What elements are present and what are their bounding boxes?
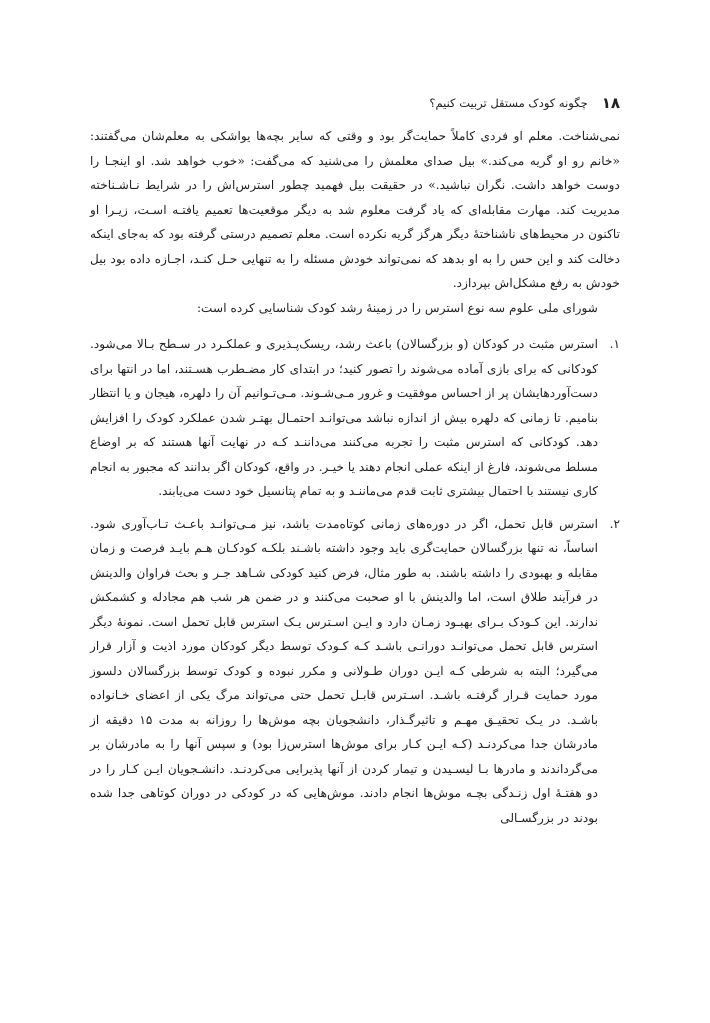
body-text [90, 124, 620, 838]
list-number: ۲. [609, 516, 620, 531]
list-item-text: استرس مثبت در کودکان (و بزرگسالان) باعث رشد، ریسک‌پـذیری و عملکـرد در سـطح بـالا می‌شود. کودکانی که برای بازی آماده می‌شوند را تصور کنید؛ در ابتدای کار مضـطرب هسـتند، اما در انتها برای دست‌آوردهایشان پر از احساس موفقیت و غرور مـی‌شـوند. مـی‌تـوانیم آن را دلهره، هیجان و یا انتظار بنامیم. تا زمانی که دلهره بیش از اندازه نباشد می‌توانـد احتمـال بهتـر شدن عملکرد کودک را افزایش دهد. کودکانی که استرس مثبت را تجربه می‌کنند می‌داننـد کـه در نهایت آنها هستند که بر اوضاع مسلط می‌شوند، فارغ از اینکه عملی انجام دهند یا خیـر. در واقع، کودکان اگر بدانند که مجبور به انجام کاری نیستند با احتمال بیشتری ثابت قدم می‌ماننـد و به تمام پتانسیل خود دست می‌یابند. [90, 337, 598, 498]
page-number: ۱۸ [601, 94, 620, 112]
list-item [90, 512, 620, 831]
stress-types-list [90, 332, 620, 830]
list-item-text: استرس قابل تحمل، اگر در دوره‌های زمانی کوتاه‌مدت باشد، نیز مـی‌توانـد باعـث تـاب‌آوری شود. اساساً، نه تنها بزرگسالان حمایت‌گری باید وجود داشته باشـند بلکـه کودکـان هـم بایـد فرصت و زمان مقابله و بهبودی را داشته باشند. به طور مثال، فرض کنید کودکی شـاهد جـر و بحث فراوان والدینش در فرآیند طلاق است، اما والدینش با او صحبت می‌کنند و در ضمن هر شب هم مجادله و کشمکش ندارند. این کـودک بـرای بهبـود زمـان دارد و ایـن اسـترس یـک استرس قابل تحمل است. نمونهٔ دیگر استرس قابل تحمل می‌توانـد دورانـی باشـد کـه کـودک توسط دیگر کودکان مورد اذیت و آزار قرار می‌گیرد؛ البته به شرطی کـه ایـن دوران طـولانی و مکرر نبوده و کودک توسط بزرگسالان دلسوز مورد حمایت قـرار گرفتـه باشـد. اسـترس قابـل تحمل حتی می‌تواند مرگ یکی از اعضای خـانواده باشـد. در یـک تحقیـق مهـم و تاثیرگـذار، دانشجویان بچه موش‌ها را روزانه به مدت ۱۵ دقیقه از مادرشان جدا می‌کردنـد (کـه ایـن کـار برای موش‌ها استرس‌زا بود) و سپس آنها را به مادرشان بر می‌گرداندند و مادرها بـا لیسـیدن و تیمار کردن از آنها پذیرایی می‌کردنـد. دانشـجویان ایـن کـار را در دو هفتـهٔ اول زنـدگی بچـه موش‌ها انجام دادند. موش‌هایی که در کودکی در دوران کوتاهی جدا شده بودند در بزرگسـالی [90, 516, 598, 825]
list-item [90, 332, 620, 504]
paragraph: نمی‌شناخت. معلم او فردی کاملاً حمایت‌گر بود و وقتی که سایر بچه‌ها یواشکی به معلم‌شان می‌گفتند: «خانم رو او گریه می‌کند.» بیل صدای معلمش را می‌شنید که می‌گفت: «خوب خواهد شد. او اینجـا را دوست خواهد داشت. نگران نباشید.» در حقیقت بیل فهمید چطور استرس‌اش را در شرایط نـاشـناخته مدیریت کند. مهارت مقابله‌ای که یاد گرفت معلوم شد به دیگر موقعیت‌ها تعمیم یافتـه اسـت، زیـرا او تاکنون در محیط‌های ناشناختهٔ دیگر هرگز گریه نکرده است. معلم تصمیم درستی گرفته بود که به‌جای اینکه دخالت کند و این حس را به او بدهد که نمی‌تواند خودش مسئله را به تنهایی حـل کنـد، اجـازه داده بود بیل خودش به رفع مشکل‌اش بپردازد. [90, 129, 620, 290]
paragraph: شورای ملی علوم سه نوع استرس را در زمینهٔ رشد کودک شناسایی کرده است: [196, 300, 598, 315]
running-title: چگونه کودک مستقل تربیت کنیم؟ [429, 96, 588, 110]
list-number: ۱. [609, 337, 620, 351]
running-head [90, 92, 620, 114]
